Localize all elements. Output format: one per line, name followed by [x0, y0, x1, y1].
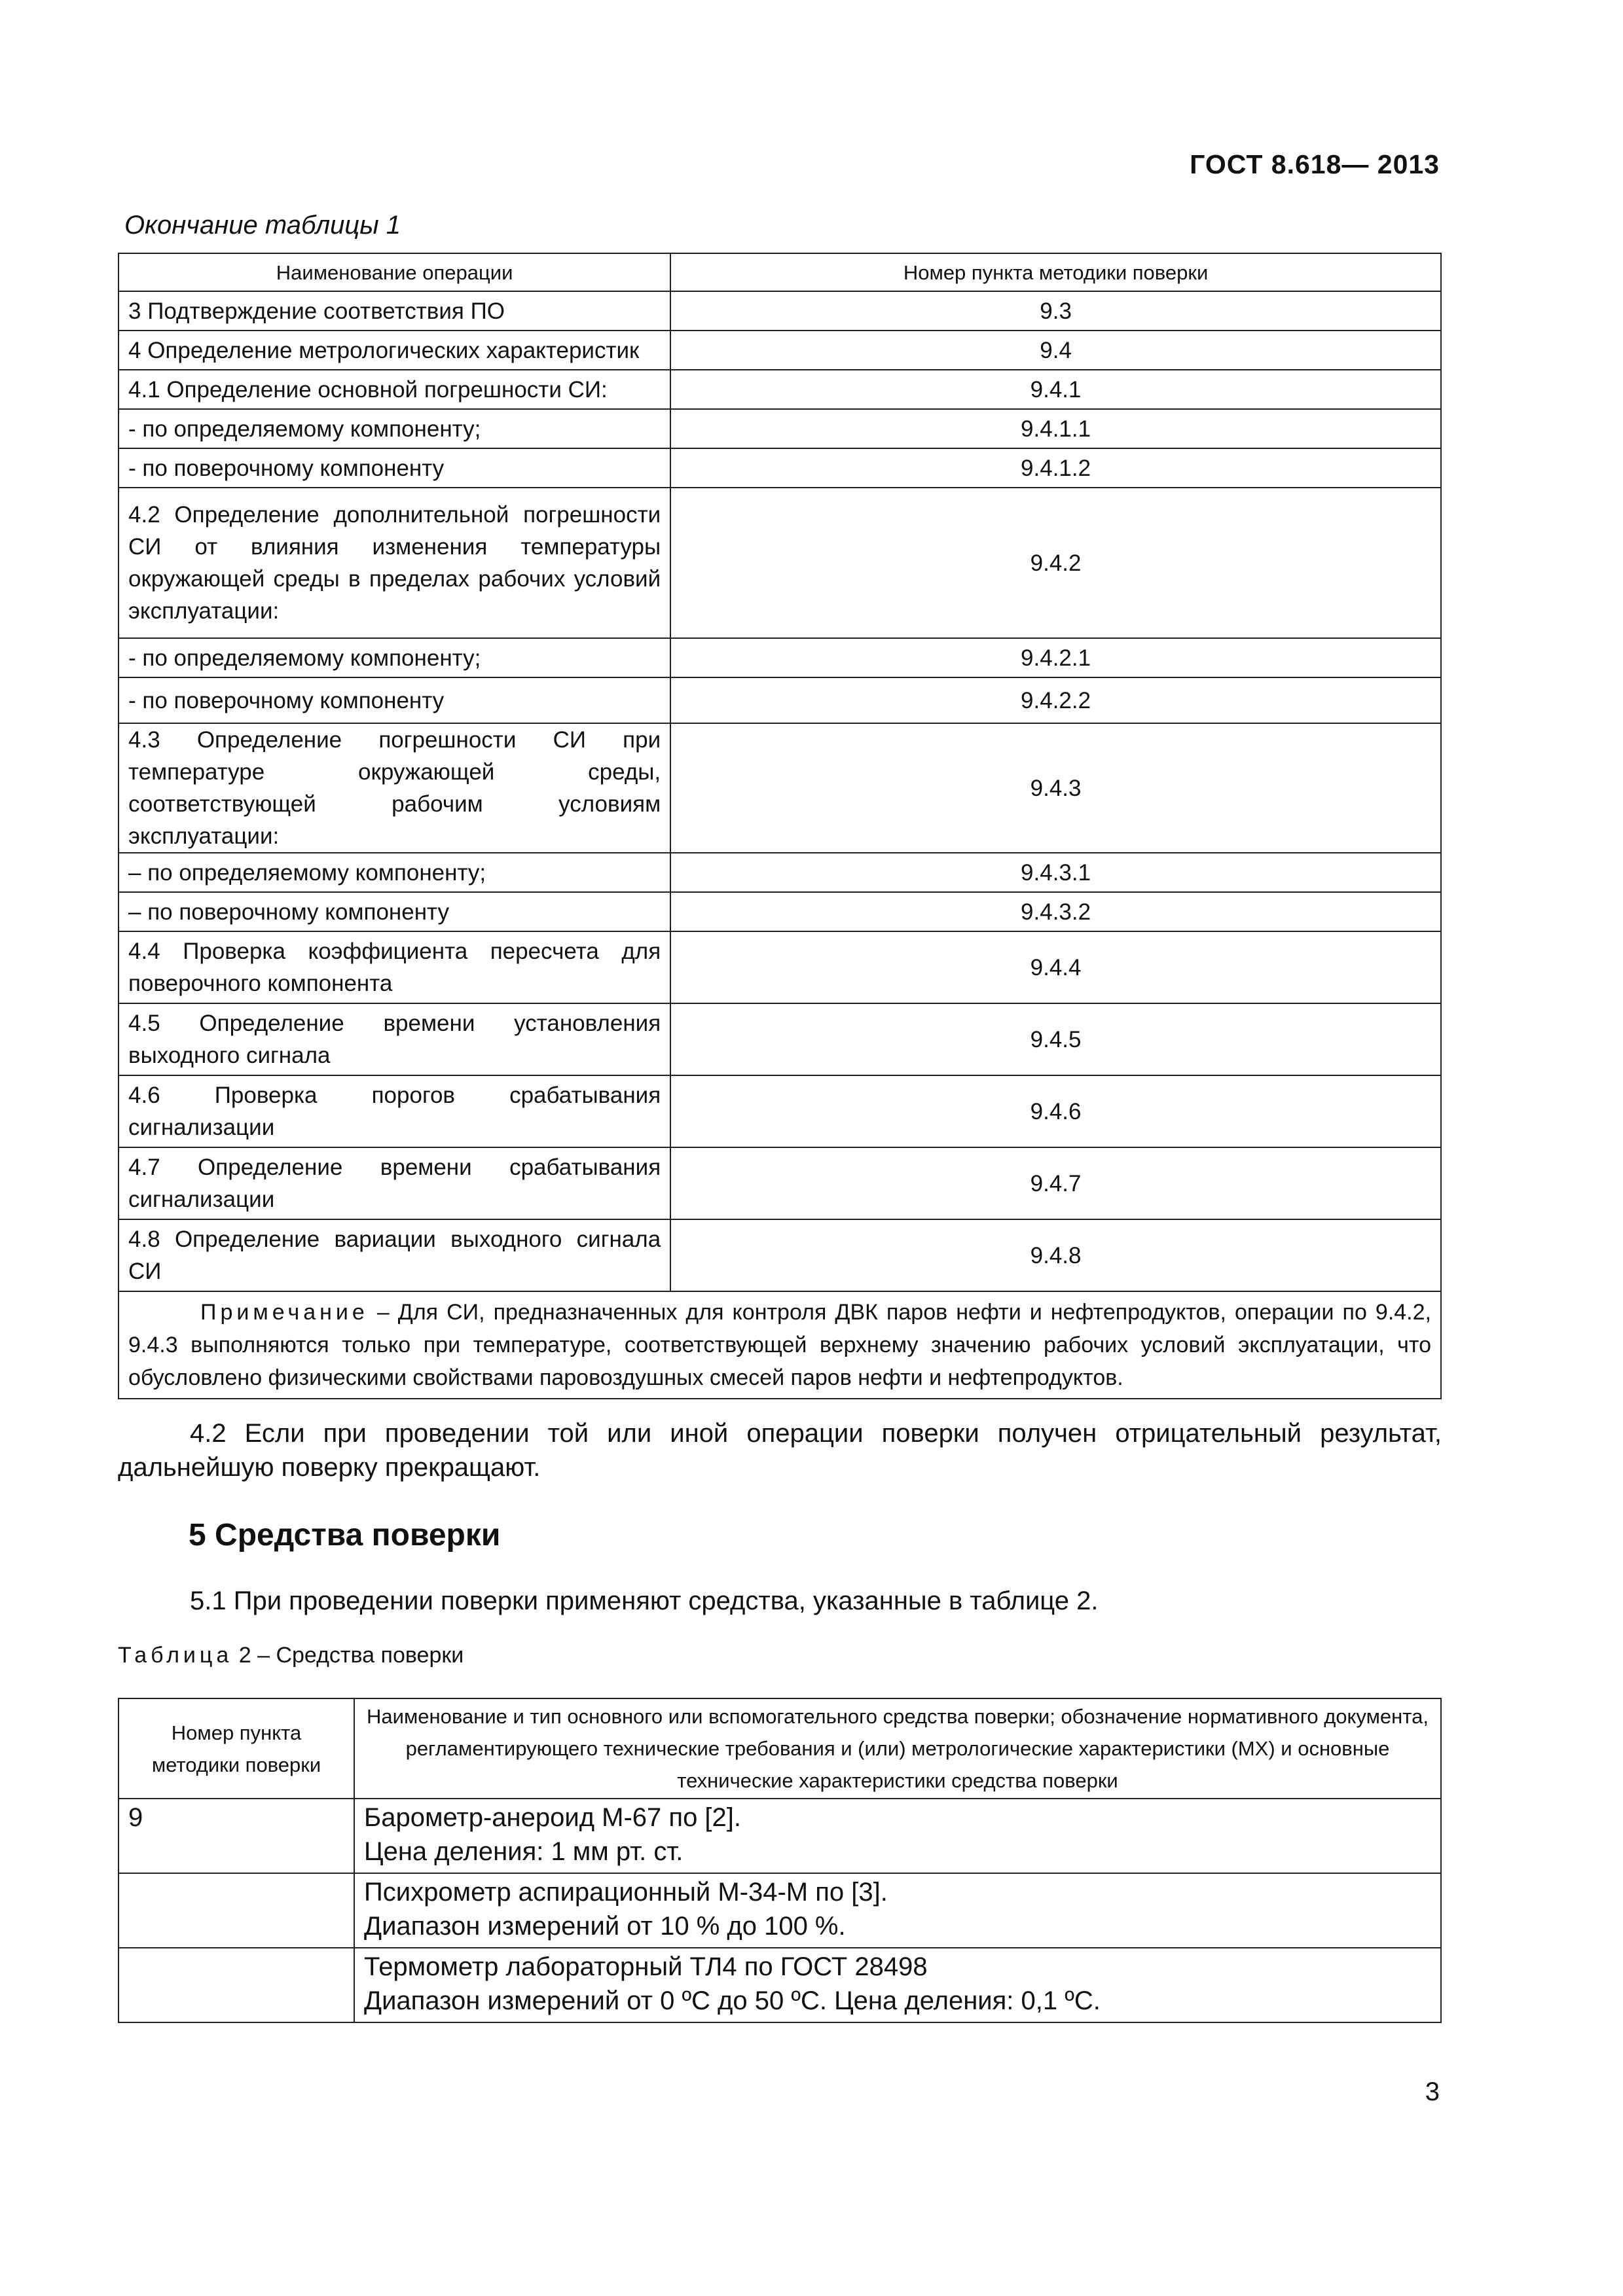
table1-row — [119, 291, 1441, 331]
table1-col-number: Номер пункта методики поверки — [670, 253, 1441, 291]
clause-number-cell: 9.4 — [670, 331, 1441, 370]
page-number: 3 — [1425, 2077, 1440, 2106]
operation-cell: 4.5 Определение времени установления выходного сигнала — [119, 1003, 670, 1075]
standard-header: ГОСТ 8.618— 2013 — [1190, 149, 1440, 179]
operation-cell: – по определяемому компоненту; — [119, 853, 670, 892]
operation-cell: 4 Определение метрологических характеристик — [119, 331, 670, 370]
instrument-spec: Цена деления: 1 мм рт. ст. — [364, 1837, 684, 1866]
operation-cell: 4.1 Определение основной погрешности СИ: — [119, 370, 670, 409]
operation-cell: - по поверочному компоненту — [119, 448, 670, 488]
paragraph-5-1: 5.1 При проведении поверки применяют средства, указанные в таблице 2. — [190, 1587, 1099, 1615]
clause-number-cell: 9.4.2 — [670, 488, 1441, 638]
table1-row — [119, 638, 1441, 677]
table1-row — [119, 1219, 1441, 1291]
operation-cell: 4.4 Проверка коэффициента пересчета для поверочного компонента — [119, 931, 670, 1003]
table1-row — [119, 677, 1441, 723]
table1-row — [119, 892, 1441, 931]
table1-col-operation: Наименование операции — [119, 253, 670, 291]
clause-number-cell: 9.4.1 — [670, 370, 1441, 409]
table2-number-cell: 9 — [119, 1799, 354, 1873]
section-5-heading: 5 Средства поверки — [189, 1518, 501, 1552]
instrument-name: Термометр лабораторный ТЛ4 по ГОСТ 28498 — [364, 1952, 928, 1981]
clause-number-cell: 9.3 — [670, 291, 1441, 331]
table2-row — [119, 1948, 1441, 2022]
operation-cell: 4.3 Определение погрешности СИ при температуре окружающей среды, соответствующей рабочим условиям эксплуатации: — [119, 723, 670, 853]
operation-cell: 3 Подтверждение соответствия ПО — [119, 291, 670, 331]
table1-row — [119, 370, 1441, 409]
table1-row — [119, 409, 1441, 448]
table1-row — [119, 931, 1441, 1003]
table1-caption: Окончание таблицы 1 — [124, 211, 401, 240]
clause-number-cell: 9.4.6 — [670, 1075, 1441, 1147]
table1-header-row — [119, 253, 1441, 291]
instrument-name: Барометр-анероид М-67 по [2]. — [364, 1803, 742, 1832]
operation-cell: 4.2 Определение дополнительной погрешности СИ от влияния изменения температуры окружающей среды в пределах рабочих условий эксплуатации: — [119, 488, 670, 638]
table2-number-cell — [119, 1948, 354, 2022]
operation-cell: - по определяемому компоненту; — [119, 638, 670, 677]
instrument-spec: Диапазон измерений от 10 % до 100 %. — [364, 1912, 846, 1941]
table1-note — [119, 1291, 1441, 1399]
clause-number-cell: 9.4.1.1 — [670, 409, 1441, 448]
table1-row — [119, 1075, 1441, 1147]
table2-col-instrument: Наименование и тип основного или вспомогательного средства поверки; обозначение нормативного документа, регламентирующего технические требования и (или) метрологические характеристики (МХ) и основные технические характеристики средства поверки — [354, 1698, 1441, 1799]
table1-row — [119, 448, 1441, 488]
table2-instrument-cell — [354, 1799, 1441, 1873]
table2-header-row — [119, 1698, 1441, 1799]
table2-instrument-cell — [354, 1873, 1441, 1948]
operation-cell: – по поверочному компоненту — [119, 892, 670, 931]
table1 — [118, 253, 1442, 1399]
note-label: Примечание — [200, 1300, 369, 1325]
table1-row — [119, 1147, 1441, 1219]
table2-row — [119, 1799, 1441, 1873]
operation-cell: 4.7 Определение времени срабатывания сигнализации — [119, 1147, 670, 1219]
table2-col-number: Номер пункта методики поверки — [119, 1698, 354, 1799]
table1-note-row — [119, 1291, 1441, 1399]
paragraph-4-2: 4.2 Если при проведении той или иной операции поверки получен отрицательный результат, дальнейшую поверку прекращают. — [118, 1419, 1442, 1482]
clause-number-cell: 9.4.2.2 — [670, 677, 1441, 723]
table2-caption-rest: 2 – Средства поверки — [232, 1643, 464, 1668]
clause-number-cell: 9.4.4 — [670, 931, 1441, 1003]
operation-cell: - по определяемому компоненту; — [119, 409, 670, 448]
table2-row — [119, 1873, 1441, 1948]
table1-row — [119, 853, 1441, 892]
operation-cell: 4.6 Проверка порогов срабатывания сигнализации — [119, 1075, 670, 1147]
note-text: – Для СИ, предназначенных для контроля ДВК паров нефти и нефтепродуктов, операции по 9.4.2, 9.4.3 выполняются только при температуре, соответствующей верхнему значению рабочих условий эксплуатации, что обусловлено физическими свойствами паровоздушных смесей паров нефти и нефтепродуктов. — [128, 1300, 1431, 1390]
clause-number-cell: 9.4.3.2 — [670, 892, 1441, 931]
clause-number-cell: 9.4.3 — [670, 723, 1441, 853]
table2-caption — [118, 1643, 464, 1668]
clause-number-cell: 9.4.3.1 — [670, 853, 1441, 892]
table2-instrument-cell — [354, 1948, 1441, 2022]
table2-caption-label: Таблица — [118, 1643, 233, 1668]
table1-row — [119, 723, 1441, 853]
table2-number-cell — [119, 1873, 354, 1948]
clause-number-cell: 9.4.2.1 — [670, 638, 1441, 677]
table1-row — [119, 331, 1441, 370]
clause-number-cell: 9.4.8 — [670, 1219, 1441, 1291]
clause-number-cell: 9.4.7 — [670, 1147, 1441, 1219]
table1-row — [119, 488, 1441, 638]
instrument-name: Психрометр аспирационный М-34-М по [3]. — [364, 1878, 888, 1907]
clause-number-cell: 9.4.1.2 — [670, 448, 1441, 488]
operation-cell: 4.8 Определение вариации выходного сигнала СИ — [119, 1219, 670, 1291]
table2 — [118, 1698, 1442, 2023]
table1-row — [119, 1003, 1441, 1075]
operation-cell: - по поверочному компоненту — [119, 677, 670, 723]
instrument-spec: Диапазон измерений от 0 ºС до 50 ºС. Цена деления: 0,1 ºС. — [364, 1986, 1101, 2015]
clause-number-cell: 9.4.5 — [670, 1003, 1441, 1075]
